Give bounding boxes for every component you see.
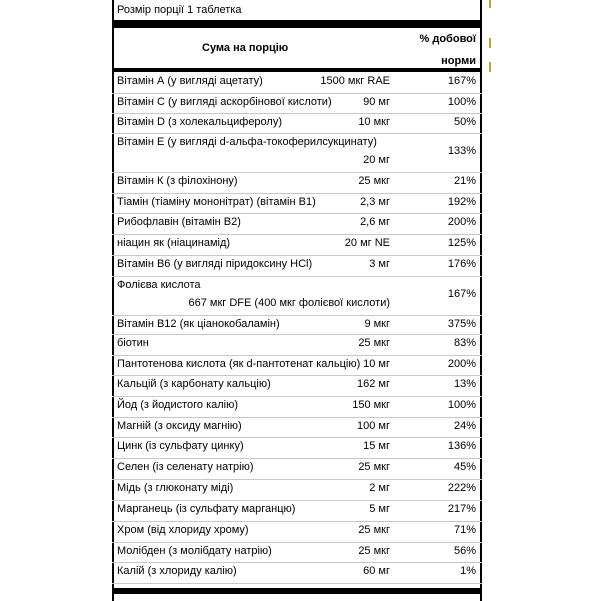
- nutrient-name: Вітамін В12 (як ціанокобаламін): [117, 318, 280, 330]
- daily-value-percent: 56%: [453, 545, 476, 557]
- daily-value-percent: 200%: [447, 216, 476, 228]
- nutrient-row: [112, 375, 482, 397]
- daily-value-percent: 136%: [447, 440, 476, 452]
- daily-value-percent: 71%: [453, 524, 476, 536]
- daily-value-percent: 24%: [453, 420, 476, 432]
- nutrient-name: Вітамін К (з філохінону): [117, 175, 238, 187]
- nutrient-amount: 25 мкг: [358, 175, 390, 187]
- daily-value-percent: 1%: [460, 565, 476, 577]
- nutrient-row: [112, 417, 482, 438]
- nutrient-row: [112, 458, 482, 480]
- nutrient-amount: 100 мг: [357, 420, 390, 432]
- nutrient-name: Марганець (із сульфату марганцю): [117, 503, 296, 515]
- nutrient-amount: 3 мг: [369, 258, 390, 270]
- daily-value-percent: 125%: [447, 237, 476, 249]
- nutrient-row: [112, 133, 482, 173]
- nutrient-amount: 90 мг: [363, 96, 390, 108]
- nutrient-amount: 25 мкг: [358, 461, 390, 473]
- nutrient-name: Пантотенова кислота (як d-пантотенат кальцію): [117, 358, 361, 370]
- nutrient-name: Вітамін А (у вигляді ацетату): [117, 75, 263, 87]
- nutrient-name: ніацин як (ніацинамід): [117, 237, 231, 249]
- nutrient-row: [112, 479, 482, 501]
- nutrient-amount: 20 мг: [363, 154, 390, 166]
- nutrient-name: Вітамін С (у вигляді аскорбінової кислоти): [117, 96, 332, 108]
- nutrient-row: [112, 437, 482, 459]
- nutrient-name: Йод (з йодистого калію): [117, 399, 239, 411]
- bottom-divider-bar: [112, 588, 482, 594]
- nutrient-name: Магній (з оксиду магнію): [117, 420, 242, 432]
- nutrient-name: Вітамін В6 (у вигляді піридоксину HCl): [117, 258, 313, 270]
- supplement-facts-panel: [112, 0, 482, 601]
- nutrient-row: [112, 93, 482, 114]
- nutrient-row: [112, 172, 482, 194]
- daily-value-percent: 222%: [447, 482, 476, 494]
- daily-value-percent: 167%: [447, 288, 476, 300]
- daily-value-percent: 375%: [447, 318, 476, 330]
- side-accent-mark: [489, 62, 491, 72]
- nutrient-name: Рибофлавін (вітамін В2): [117, 216, 241, 228]
- top-divider-bar: [112, 20, 482, 28]
- nutrient-row: [112, 193, 482, 214]
- nutrient-amount: 20 мг NE: [344, 237, 390, 249]
- daily-value-header-line1: % добової: [419, 33, 476, 45]
- amount-per-serving-header: Сума на порцію: [202, 42, 289, 54]
- daily-value-percent: 13%: [453, 378, 476, 390]
- nutrient-row: [112, 315, 482, 335]
- nutrient-row: [112, 234, 482, 256]
- nutrient-row: [112, 396, 482, 418]
- daily-value-percent: 192%: [447, 196, 476, 208]
- side-accent-mark: [489, 38, 491, 48]
- nutrient-amount: 60 мг: [363, 565, 390, 577]
- daily-value-percent: 200%: [447, 358, 476, 370]
- nutrient-amount: 25 мкг: [358, 524, 390, 536]
- nutrient-name: Вітамін Е (у вигляді d-альфа-токоферилсукцинату): [117, 136, 377, 148]
- nutrient-name: Вітамін D (з холекальциферолу): [117, 116, 283, 128]
- nutrient-amount: 9 мкг: [364, 318, 390, 330]
- serving-size: Розмір порції 1 таблетка: [117, 4, 242, 16]
- daily-value-percent: 133%: [447, 145, 476, 157]
- nutrient-row: [112, 213, 482, 235]
- nutrient-amount: 2,3 мг: [360, 196, 390, 208]
- daily-value-percent: 83%: [453, 337, 476, 349]
- nutrient-amount: 1500 мкг RAE: [320, 75, 390, 87]
- nutrient-row: [112, 334, 482, 356]
- nutrient-name: Цинк (із сульфату цинку): [117, 440, 244, 452]
- daily-value-percent: 167%: [447, 75, 476, 87]
- daily-value-percent: 21%: [453, 175, 476, 187]
- nutrient-row: [112, 500, 482, 522]
- nutrient-amount: 10 мкг: [358, 116, 390, 128]
- nutrient-row: [112, 562, 482, 584]
- nutrient-amount: 15 мг: [363, 440, 390, 452]
- nutrient-amount: 25 мкг: [358, 545, 390, 557]
- daily-value-percent: 100%: [447, 399, 476, 411]
- nutrient-row: [112, 355, 482, 376]
- nutrient-amount: 162 мг: [357, 378, 390, 390]
- nutrient-amount: 10 мг: [363, 358, 390, 370]
- nutrient-row: [112, 276, 482, 316]
- daily-value-percent: 217%: [447, 503, 476, 515]
- nutrient-row: [112, 542, 482, 563]
- nutrient-name: Фолієва кислота: [117, 279, 201, 291]
- nutrient-name: Калій (з хлориду калію): [117, 565, 237, 577]
- nutrient-amount: 150 мкг: [352, 399, 390, 411]
- nutrient-row: [112, 255, 482, 277]
- nutrient-name: Селен (із селенату натрію): [117, 461, 254, 473]
- nutrient-amount: 667 мкг DFE (400 мкг фолієвої кислоти): [188, 297, 390, 309]
- nutrient-name: Хром (від хлориду хрому): [117, 524, 249, 536]
- nutrient-amount: 25 мкг: [358, 337, 390, 349]
- daily-value-percent: 50%: [453, 116, 476, 128]
- nutrient-row: [112, 521, 482, 543]
- nutrient-amount: 5 мг: [369, 503, 390, 515]
- daily-value-header-line2: норми: [441, 55, 476, 67]
- nutrient-name: Молібден (з молібдату натрію): [117, 545, 272, 557]
- nutrient-row: [112, 113, 482, 134]
- nutrient-name: Кальцій (з карбонату кальцію): [117, 378, 271, 390]
- nutrient-amount: 2 мг: [369, 482, 390, 494]
- daily-value-percent: 176%: [447, 258, 476, 270]
- side-accent-mark: [489, 0, 491, 8]
- nutrient-name: біотин: [117, 337, 149, 349]
- nutrient-name: Мідь (з глюконату міді): [117, 482, 234, 494]
- nutrient-name: Тіамін (тіаміну мононітрат) (вітамін В1): [117, 196, 316, 208]
- daily-value-percent: 45%: [453, 461, 476, 473]
- daily-value-percent: 100%: [447, 96, 476, 108]
- nutrient-amount: 2,6 мг: [360, 216, 390, 228]
- nutrient-row: [112, 72, 482, 94]
